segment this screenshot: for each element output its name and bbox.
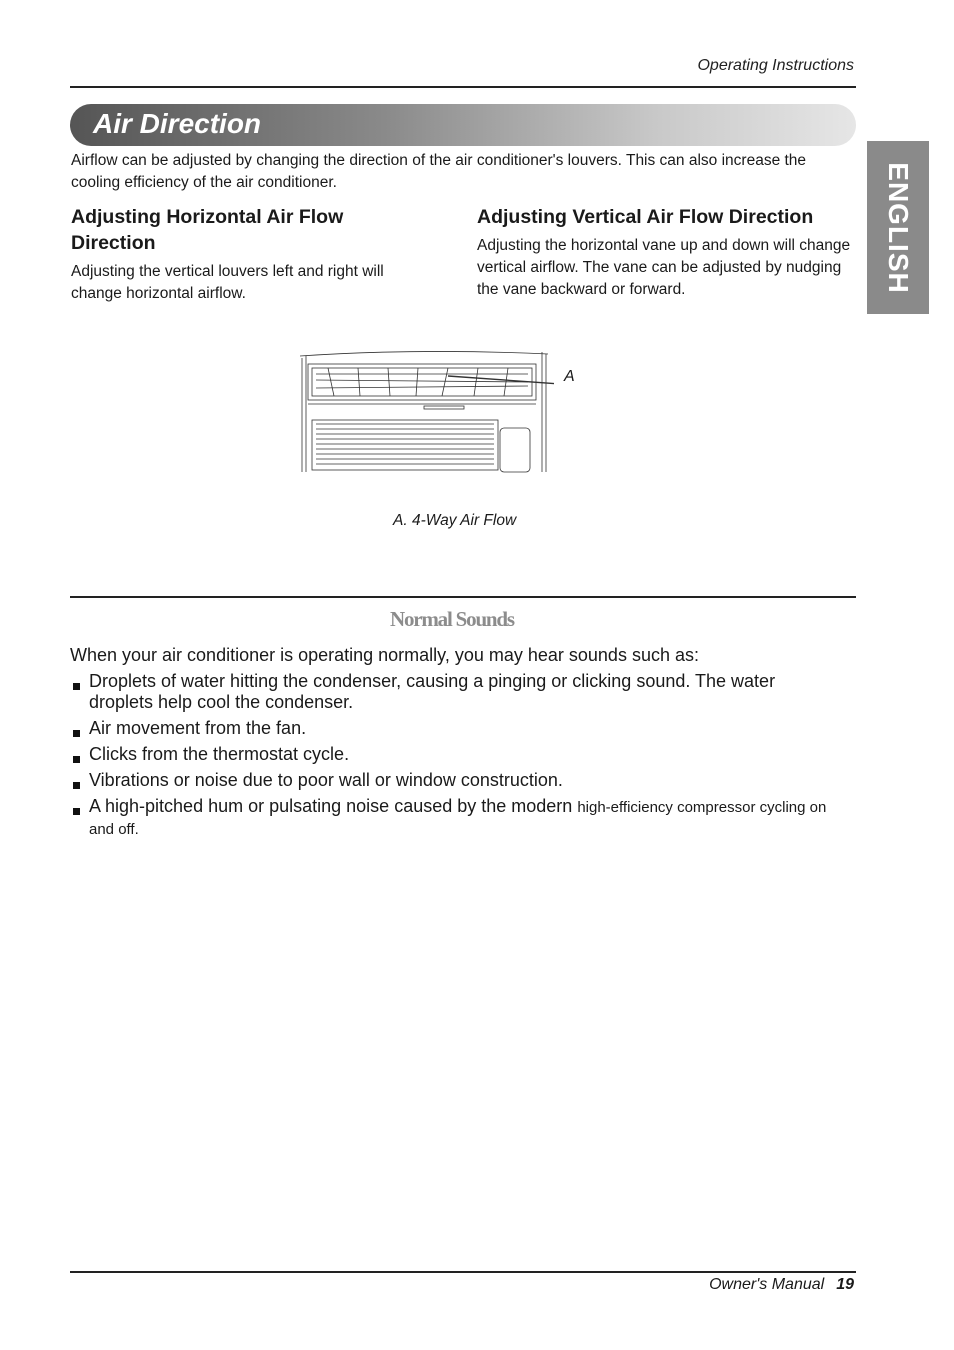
- section-divider: [70, 596, 856, 598]
- vertical-heading: Adjusting Vertical Air Flow Direction: [477, 206, 814, 228]
- language-tab-label: ENGLISH: [883, 162, 914, 294]
- intro-paragraph: Airflow can be adjusted by changing the direction of the air conditioner's louvers. This can also increase the cooling efficiency of the air conditioner.: [71, 152, 807, 191]
- list-item: Droplets of water hitting the condenser, causing a pinging or clicking sound. The water droplets help cool the condenser.: [70, 671, 840, 713]
- figure-label-a: A: [564, 368, 575, 385]
- footer-manual-label: Owner's Manual: [709, 1276, 825, 1293]
- bullet-icon: [73, 756, 80, 763]
- bullet-icon: [73, 683, 80, 690]
- bullet-icon: [73, 782, 80, 789]
- list-item: Air movement from the fan.: [70, 718, 840, 739]
- header-section-label: Operating Instructions: [697, 57, 854, 74]
- horizontal-heading: Adjusting Horizontal Air Flow Direction: [71, 206, 344, 254]
- normal-sounds-title: Normal Sounds: [390, 607, 514, 631]
- bullet-icon: [73, 730, 80, 737]
- list-item: Clicks from the thermostat cycle.: [70, 744, 840, 765]
- figure-caption: A. 4-Way Air Flow: [393, 512, 517, 529]
- page-title: Air Direction: [93, 108, 262, 139]
- bullet-icon: [73, 808, 80, 815]
- footer: [709, 1276, 854, 1294]
- header-divider: [70, 86, 856, 88]
- footer-divider: [70, 1271, 856, 1273]
- list-item: Vibrations or noise due to poor wall or window construction.: [70, 770, 840, 791]
- list-item: A high-pitched hum or pulsating noise caused by the modern high-efficiency compressor cycling on and off.: [70, 796, 840, 840]
- normal-sounds-lead: When your air conditioner is operating normally, you may hear sounds such as:: [70, 645, 699, 665]
- sounds-list: [70, 671, 840, 845]
- air-conditioner-illustration: [298, 350, 554, 474]
- vertical-text: Adjusting the horizontal vane up and down will change vertical airflow. The vane can be adjusted by nudging the vane backward or forward.: [477, 237, 851, 298]
- page-number: 19: [836, 1276, 854, 1293]
- horizontal-text: Adjusting the vertical louvers left and right will change horizontal airflow.: [71, 263, 384, 302]
